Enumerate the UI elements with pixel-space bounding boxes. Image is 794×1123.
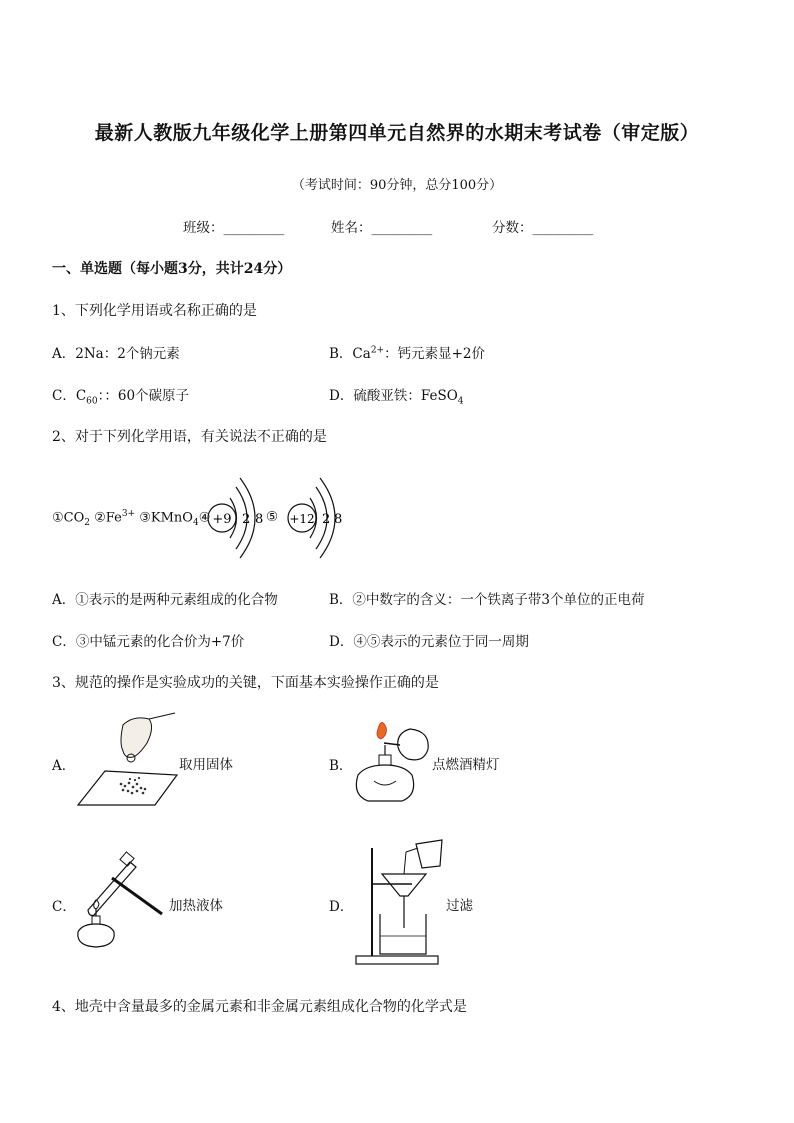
filtration-illustration — [352, 838, 448, 968]
lamp-body — [78, 924, 114, 947]
liquid-stream — [404, 852, 406, 874]
solid-taking-illustration — [75, 713, 180, 808]
funnel — [382, 874, 426, 896]
lamp-neck — [92, 916, 100, 924]
q3-b-text: 点燃酒精灯 — [432, 757, 500, 773]
solid-particles — [120, 777, 147, 794]
q2-option-b: B．②中数字的含义：一个铁离子带3个单位的正电荷 — [329, 592, 645, 608]
nucleus-charge: +12 — [289, 512, 315, 526]
glass-rod — [406, 848, 418, 852]
q1-d-subscript: 4 — [457, 396, 464, 407]
name-label: 姓名： — [331, 220, 372, 236]
q1-d-text: D．硫酸亚铁：FeSO — [329, 388, 458, 404]
q3-d-text: 过滤 — [446, 898, 473, 914]
nucleus-charge: +9 — [212, 512, 232, 527]
formula-3-sub: 4 — [192, 517, 199, 528]
electron-count-1: 2 — [242, 512, 251, 527]
class-blank: _________ — [223, 220, 285, 236]
q2-stem: 2、对于下列化学用语，有关说法不正确的是 — [52, 429, 327, 445]
q1-c-subscript: 60 — [86, 396, 98, 407]
q1-c-rest: ：：60个碳原子 — [97, 388, 190, 404]
q1-stem: 1、下列化学用语或名称正确的是 — [52, 303, 257, 319]
q1-option-c — [52, 384, 189, 407]
beaker — [380, 914, 426, 954]
score-label: 分数： — [492, 220, 533, 236]
formula-2: ②Fe — [94, 510, 122, 526]
lamp-neck — [379, 755, 391, 765]
alcohol-lamp-illustration — [348, 715, 434, 807]
sleeve-line — [149, 713, 175, 719]
q1-b-text: B．Ca — [329, 346, 371, 362]
lamp-body — [356, 765, 413, 801]
q3-b-letter: B． — [329, 758, 353, 774]
heating-liquid-illustration — [70, 852, 170, 950]
exam-subtitle: （考试时间：90分钟，总分100分） — [291, 178, 503, 193]
atom-structure-magnesium — [284, 475, 354, 565]
flame — [377, 722, 386, 739]
q2-option-d: D．④⑤表示的元素位于同一周期 — [329, 634, 529, 650]
name-blank: _________ — [371, 220, 433, 236]
q3-a-letter: A． — [52, 758, 76, 774]
q2-option-c: C．③中锰元素的化合价为+7价 — [52, 634, 245, 650]
electron-count-1: 2 — [322, 512, 331, 527]
q1-b-charge: 2+ — [370, 345, 385, 356]
q1-option-d — [329, 384, 464, 407]
q3-a-text: 取用固体 — [179, 757, 233, 773]
flame — [94, 900, 99, 909]
electron-count-2: 8 — [334, 512, 343, 527]
formula-3: ③KMnO — [139, 510, 193, 526]
second-lamp-tilted — [398, 729, 428, 760]
formula-1: ①CO — [52, 510, 85, 526]
q4-stem: 4、地壳中含量最多的金属元素和非金属元素组成化合物的化学式是 — [52, 999, 467, 1015]
atom-structure-fluorine — [200, 475, 264, 565]
liquid-line — [374, 781, 396, 785]
q1-option-b — [329, 342, 485, 362]
q3-d-letter: D． — [329, 899, 354, 915]
formula-2-sup: 3+ — [121, 509, 136, 519]
pouring-beaker — [416, 840, 442, 868]
stand-base — [356, 956, 438, 964]
score-blank: _________ — [532, 220, 594, 236]
tube-holder — [112, 878, 162, 914]
q1-c-text: C．C — [52, 388, 87, 404]
formula-1-sub: 2 — [84, 517, 90, 528]
electron-count-2: 8 — [255, 512, 264, 527]
q3-c-text: 加热液体 — [169, 898, 223, 914]
class-label: 班级： — [183, 220, 224, 236]
q2-option-a: A．①表示的是两种元素组成的化合物 — [52, 592, 278, 608]
q1-option-a: A．2Na：2个钠元素 — [52, 346, 180, 362]
name-field — [331, 216, 432, 236]
formula-4-marker: ④ — [198, 510, 211, 526]
q2-formulas — [52, 509, 210, 528]
formula-5-marker: ⑤ — [266, 509, 279, 525]
section-heading: 一、单选题（每小题3分，共计24分） — [52, 261, 292, 277]
q1-b-rest: ：钙元素显+2价 — [384, 346, 485, 362]
exam-title: 最新人教版九年级化学上册第四单元自然界的水期末考试卷（审定版） — [94, 122, 700, 144]
q3-c-letter: C． — [52, 899, 76, 915]
hand-shape — [121, 718, 152, 758]
q3-stem: 3、规范的操作是实验成功的关键，下面基本实验操作正确的是 — [52, 675, 439, 691]
class-field — [183, 216, 284, 236]
score-field — [492, 216, 593, 236]
paper-sheet — [78, 771, 177, 805]
